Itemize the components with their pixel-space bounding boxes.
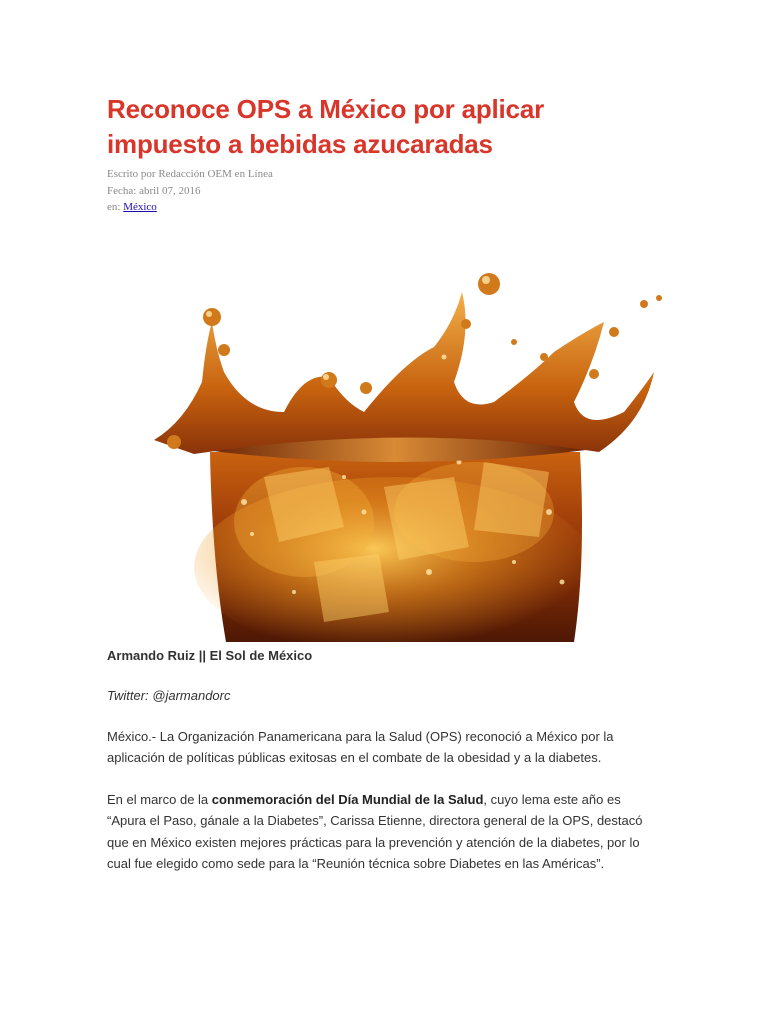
paragraph-2	[107, 789, 655, 874]
article-date: Fecha: abril 07, 2016	[107, 184, 201, 197]
article-title	[107, 92, 667, 162]
article-title-line-1: Reconoce OPS a México por aplicar	[107, 94, 544, 124]
article-title-line-2: impuesto a bebidas azucaradas	[107, 129, 493, 159]
glass-body	[194, 452, 594, 642]
section-prefix: en:	[107, 201, 121, 213]
article-header	[107, 92, 667, 216]
splash-crown	[154, 292, 654, 454]
paragraph-2-intro: En el marco de la	[107, 792, 212, 807]
paragraph-2-rest: , cuyo lema este año es “Apura el Paso, gánale a la Diabetes”, Carissa Etienne, directora general de la OPS, destacó que en México existen mejores prácticas para la prevención y atención de la diabetes, por lo cual fue elegido como sede para la “Reunión técnica sobre Diabetes en las Américas”.	[107, 792, 643, 871]
paragraph-2-emphasis: conmemoración del Día Mundial de la Salud	[211, 792, 484, 807]
twitter-handle: Twitter: @jarmandorc	[107, 688, 231, 703]
article-meta	[107, 166, 667, 216]
paragraph-1: México.- La Organización Panamericana para la Salud (OPS) reconoció a México por la aplicación de políticas públicas exitosas en el combate de la obesidad y a la diabetes.	[107, 729, 614, 766]
article-section	[107, 199, 667, 216]
section-link[interactable]: México	[123, 201, 157, 213]
article-byline: Armando Ruiz || El Sol de México	[107, 648, 313, 663]
hero-image-soda-splash	[154, 262, 670, 642]
article-author: Escrito por Redacción OEM en Línea	[107, 168, 273, 180]
